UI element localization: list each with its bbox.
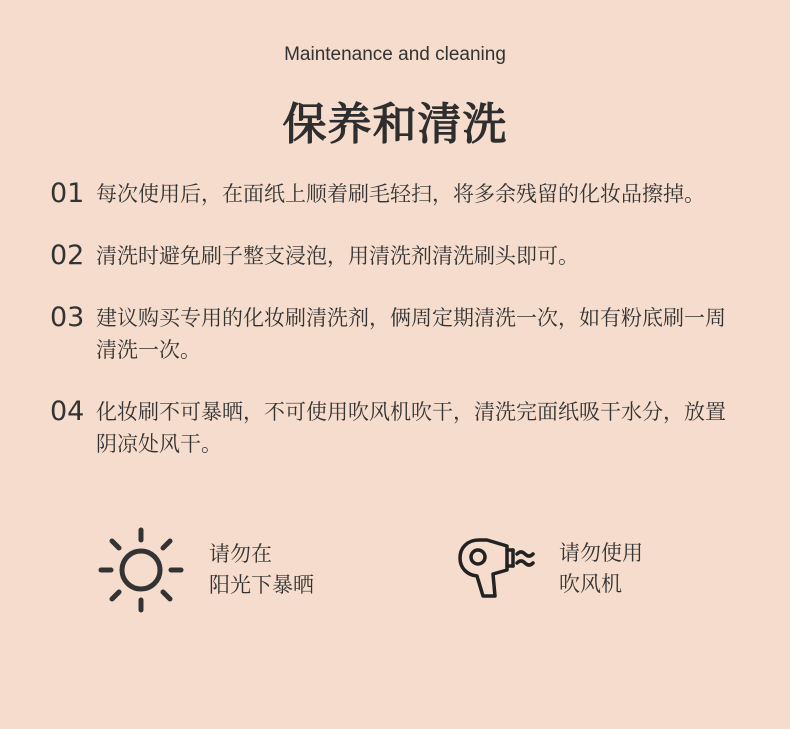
dryer-warning-line1: 请勿使用	[559, 541, 643, 565]
instruction-number: 02	[50, 240, 85, 271]
care-instructions-list	[50, 178, 740, 490]
instruction-number: 01	[50, 178, 85, 209]
sun-warning-line1: 请勿在	[209, 542, 272, 566]
hair-dryer-icon	[457, 536, 537, 602]
section-title: 保养和清洗	[282, 99, 508, 150]
instruction-text: 建议购买专用的化妆刷清洗剂，俩周定期清洗一次，如有粉底刷一周清洗一次。	[96, 306, 726, 362]
instruction-number: 04	[50, 396, 85, 427]
no-hair-dryer-warning	[457, 536, 643, 602]
instruction-item	[50, 240, 740, 272]
instruction-item	[50, 396, 740, 460]
instruction-item	[50, 178, 740, 210]
instruction-number: 03	[50, 302, 85, 333]
instruction-text: 化妆刷不可暴晒，不可使用吹风机吹干，清洗完面纸吸干水分，放置阴凉处风干。	[96, 400, 726, 456]
instruction-text: 每次使用后，在面纸上顺着刷毛轻扫，将多余残留的化妆品擦掉。	[96, 182, 705, 206]
instruction-item	[50, 302, 740, 366]
sun-icon	[97, 526, 185, 614]
section-subtitle: Maintenance and cleaning	[284, 44, 506, 65]
dryer-warning-line2: 吹风机	[559, 572, 622, 596]
no-sunlight-warning	[97, 526, 314, 614]
instruction-text: 清洗时避免刷子整支浸泡，用清洗剂清洗刷头即可。	[96, 244, 579, 268]
dryer-warning-label	[559, 538, 643, 600]
sun-warning-line2: 阳光下暴晒	[209, 573, 314, 597]
sun-warning-label	[209, 539, 314, 601]
